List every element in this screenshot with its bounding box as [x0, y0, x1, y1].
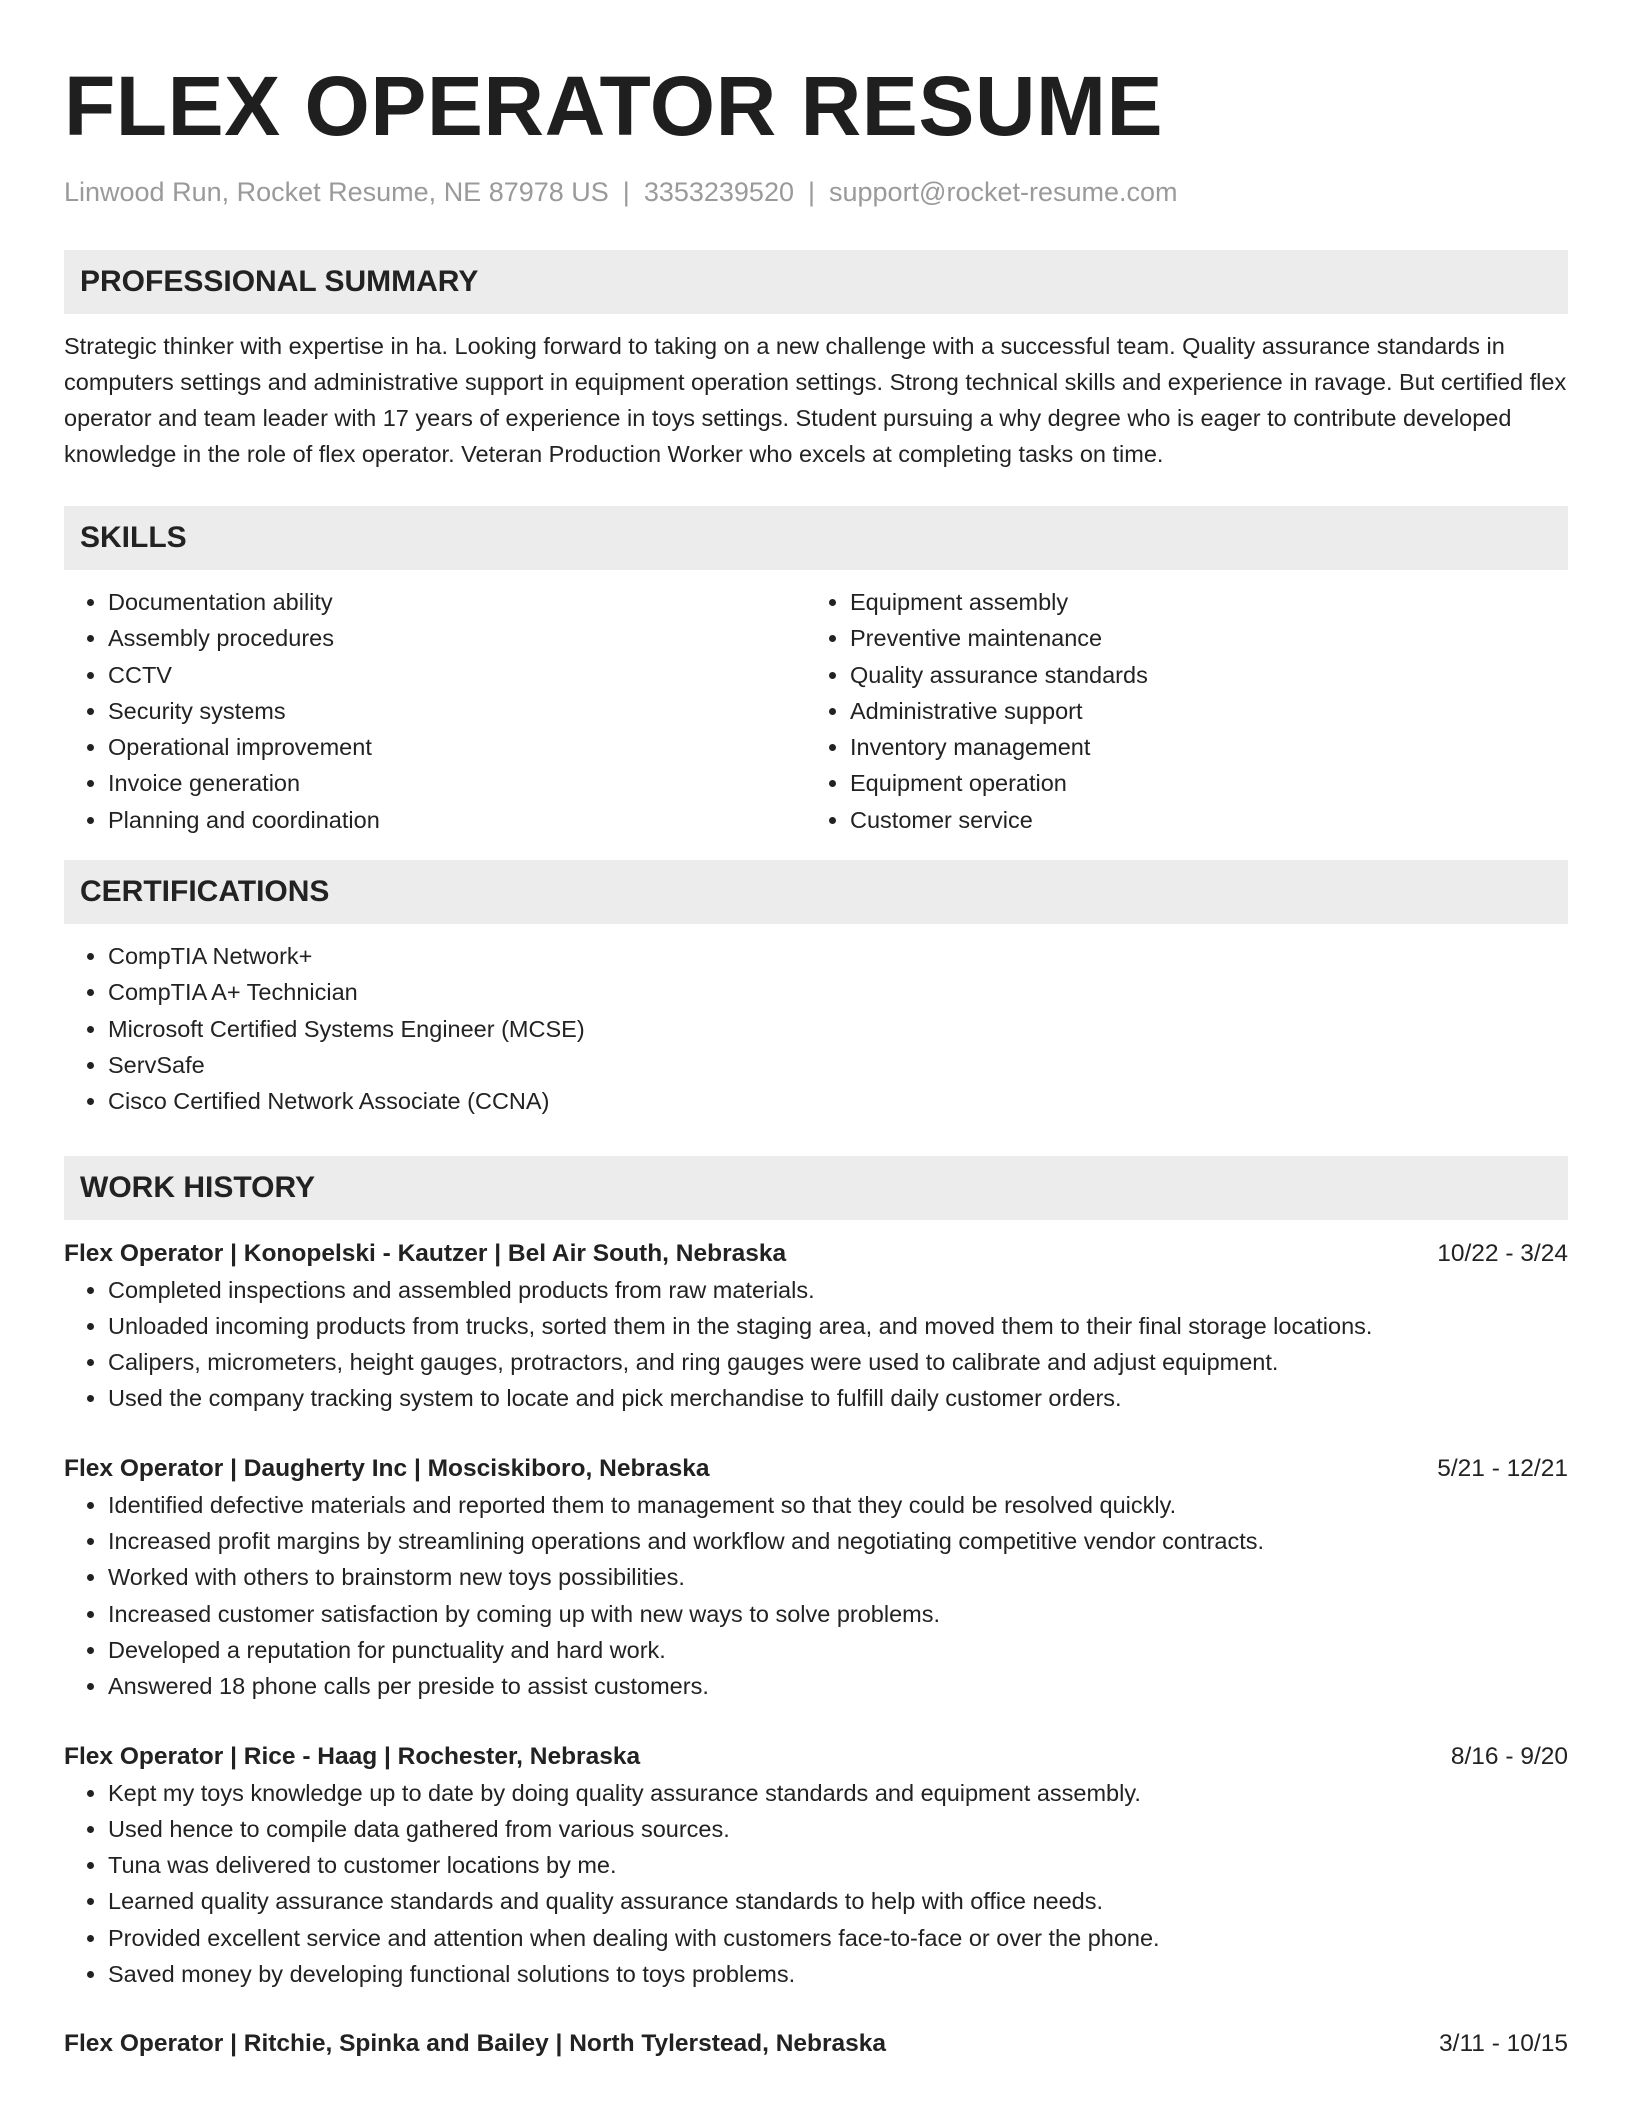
job-duty-item: • Tuna was delivered to customer locations by me.	[108, 1847, 1568, 1883]
job-duty-item: • Developed a reputation for punctuality and hard work.	[108, 1632, 1568, 1668]
skill-item: • Equipment operation	[850, 765, 1548, 801]
contact-separator: |	[807, 177, 815, 207]
skill-item: • Assembly procedures	[108, 620, 806, 656]
job-dates: 5/21 - 12/21	[1437, 1454, 1568, 1482]
job-header	[64, 1739, 1568, 1775]
job-title: Flex Operator | Ritchie, Spinka and Bailey | North Tylerstead, Nebraska	[64, 2030, 887, 2058]
skills-column-right	[806, 584, 1548, 838]
skill-item: • Operational improvement	[108, 729, 806, 765]
job-duty-item: • Kept my toys knowledge up to date by doing quality assurance standards and equipment assembly.	[108, 1775, 1568, 1811]
skill-item: • Customer service	[850, 802, 1548, 838]
job-duty-item: • Increased customer satisfaction by coming up with new ways to solve problems.	[108, 1596, 1568, 1632]
job-duty-item: • Increased profit margins by streamlining operations and workflow and negotiating competitive vendor contracts.	[108, 1523, 1568, 1559]
job-duty-item: • Answered 18 phone calls per preside to assist customers.	[108, 1668, 1568, 1704]
skill-item: • Documentation ability	[108, 584, 806, 620]
contact-address: Linwood Run, Rocket Resume, NE 87978 US	[64, 177, 609, 207]
job-duty-item: • Completed inspections and assembled products from raw materials.	[108, 1272, 1568, 1308]
job-header	[64, 2026, 1568, 2062]
contact-line	[64, 174, 1568, 210]
job-duty-item: • Learned quality assurance standards and quality assurance standards to help with office needs.	[108, 1883, 1568, 1919]
job-duties-list	[64, 1775, 1568, 1993]
job-duty-item: • Unloaded incoming products from trucks, sorted them in the staging area, and moved them to their final storage locations.	[108, 1308, 1568, 1344]
section-heading-work-history: WORK HISTORY	[64, 1156, 1568, 1220]
certifications-list	[64, 938, 1568, 1119]
job-entry	[64, 1451, 1568, 1705]
job-header	[64, 1236, 1568, 1272]
job-duty-item: • Calipers, micrometers, height gauges, protractors, and ring gauges were used to calibrate and adjust equipment.	[108, 1344, 1568, 1380]
skill-item: • Invoice generation	[108, 765, 806, 801]
job-title: Flex Operator | Rice - Haag | Rochester, Nebraska	[64, 1742, 641, 1770]
resume-page	[64, 0, 1568, 2062]
job-entry	[64, 1236, 1568, 1417]
section-heading-summary: PROFESSIONAL SUMMARY	[64, 250, 1568, 314]
skill-item: • Equipment assembly	[850, 584, 1548, 620]
skill-item: • Inventory management	[850, 729, 1548, 765]
work-history-list	[64, 1236, 1568, 2063]
summary-text: Strategic thinker with expertise in ha. Looking forward to taking on a new challenge with a successful team. Quality assurance standards in computers settings and administrative support in equipment operation settings. Strong technical skills and experience in ravage. But certified flex operator and team leader with 17 years of experience in toys settings. Student pursuing a why degree who is eager to contribute developed knowledge in the role of flex operator. Veteran Production Worker who excels at completing tasks on time.	[64, 333, 1567, 467]
job-dates: 10/22 - 3/24	[1437, 1239, 1568, 1267]
job-duty-item: • Identified defective materials and reported them to management so that they could be resolved quickly.	[108, 1487, 1568, 1523]
skill-item: • Planning and coordination	[108, 802, 806, 838]
resume-title: FLEX OPERATOR RESUME	[64, 59, 1164, 153]
job-duties-list	[64, 1487, 1568, 1705]
job-entry	[64, 2026, 1568, 2062]
skill-item: • Security systems	[108, 693, 806, 729]
skill-item: • Quality assurance standards	[850, 657, 1548, 693]
certification-item: • ServSafe	[108, 1047, 1568, 1083]
certification-item: • Cisco Certified Network Associate (CCNA)	[108, 1083, 1568, 1119]
job-dates: 8/16 - 9/20	[1450, 1742, 1568, 1770]
job-duty-item: • Provided excellent service and attention when dealing with customers face-to-face or over the phone.	[108, 1920, 1568, 1956]
skill-item: • Preventive maintenance	[850, 620, 1548, 656]
skill-item: • Administrative support	[850, 693, 1548, 729]
job-duty-item: • Worked with others to brainstorm new toys possibilities.	[108, 1559, 1568, 1595]
section-heading-certifications: CERTIFICATIONS	[64, 860, 1568, 924]
skill-item: • CCTV	[108, 657, 806, 693]
certification-item: • CompTIA Network+	[108, 938, 1568, 974]
job-header	[64, 1451, 1568, 1487]
skills-list	[64, 584, 1568, 838]
certification-item: • Microsoft Certified Systems Engineer (MCSE)	[108, 1011, 1568, 1047]
job-title: Flex Operator | Daugherty Inc | Mosciskiboro, Nebraska	[64, 1454, 710, 1482]
job-dates: 3/11 - 10/15	[1439, 2030, 1568, 2058]
section-heading-skills: SKILLS	[64, 506, 1568, 570]
job-duty-item: • Used hence to compile data gathered from various sources.	[108, 1811, 1568, 1847]
job-duty-item: • Used the company tracking system to locate and pick merchandise to fulfill daily customer orders.	[108, 1380, 1568, 1416]
skills-column-left	[64, 584, 806, 838]
job-title: Flex Operator | Konopelski - Kautzer | Bel Air South, Nebraska	[64, 1239, 787, 1267]
job-duty-item: • Saved money by developing functional solutions to toys problems.	[108, 1956, 1568, 1992]
contact-separator: |	[622, 177, 630, 207]
job-duties-list	[64, 1272, 1568, 1417]
contact-email[interactable]: support@rocket-resume.com	[829, 177, 1178, 207]
contact-phone: 3353239520	[643, 177, 794, 207]
certification-item: • CompTIA A+ Technician	[108, 974, 1568, 1010]
job-entry	[64, 1739, 1568, 1993]
